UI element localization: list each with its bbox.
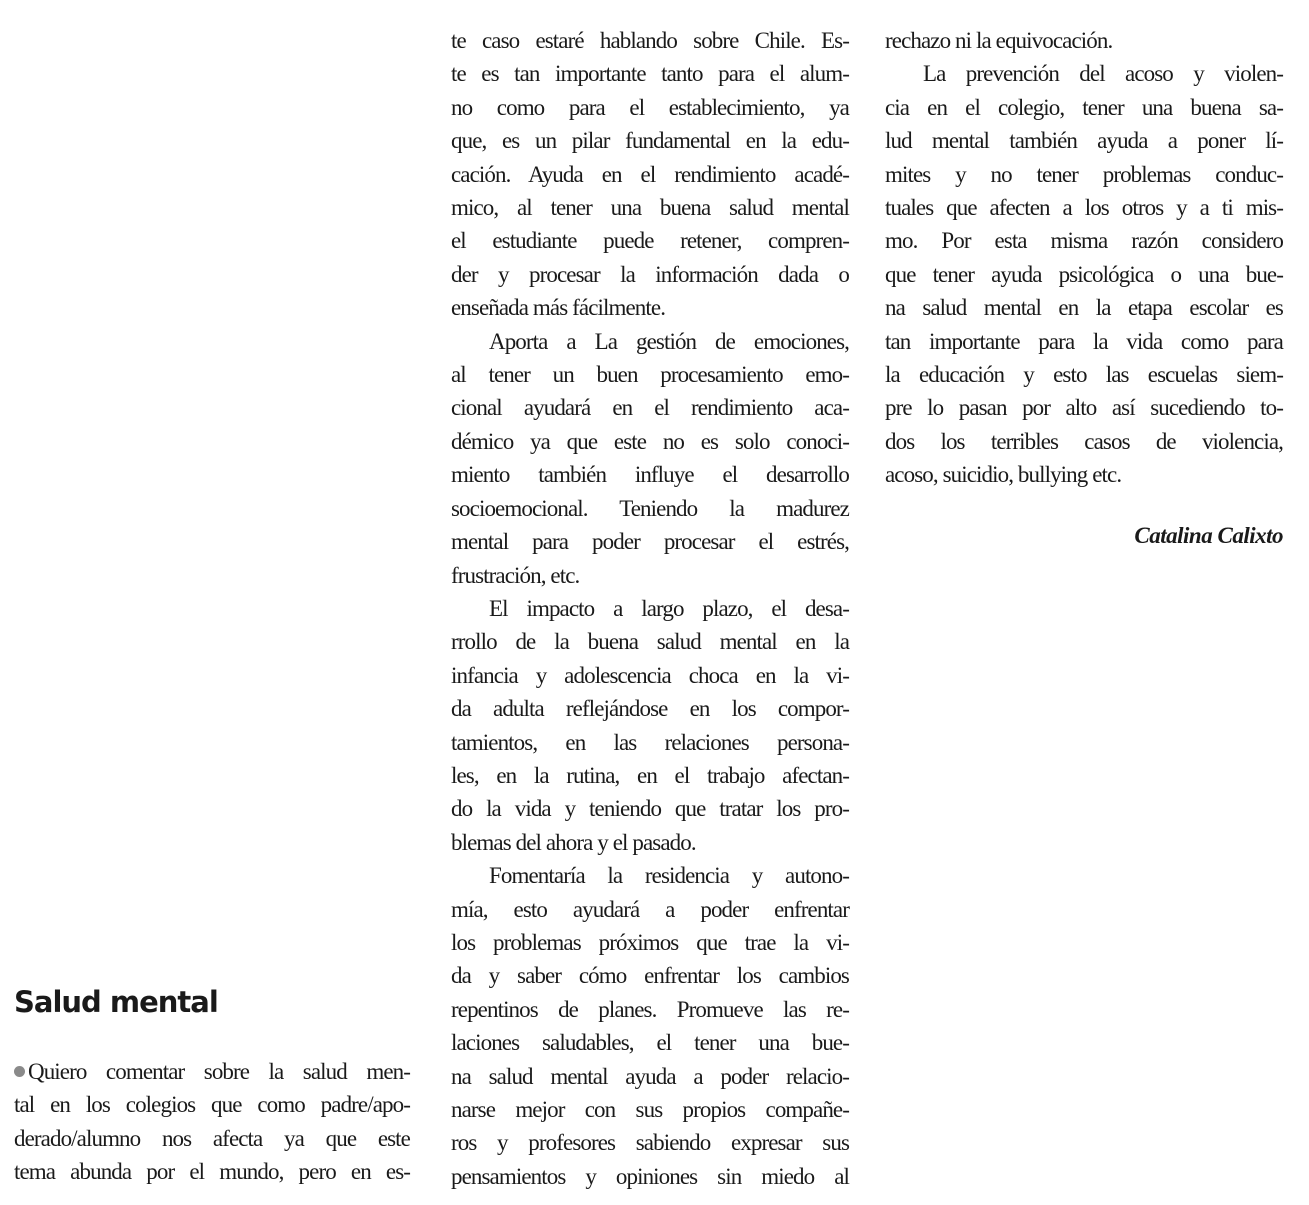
body-line: mico, al tener una buena salud mental bbox=[451, 195, 849, 221]
body-line: dos los terribles casos de violencia, bbox=[885, 428, 1283, 454]
body-line: do la vida y teniendo que tratar los pro- bbox=[451, 796, 849, 822]
body-line: démico ya que este no es solo conoci- bbox=[451, 428, 849, 454]
body-line: da y saber cómo enfrentar los cambios bbox=[451, 963, 849, 989]
body-text: Quiero comentar sobre la salud men- bbox=[28, 1059, 410, 1084]
body-line: que tener ayuda psicológica o una bue- bbox=[885, 261, 1283, 287]
body-line: frustración, etc. bbox=[451, 562, 580, 588]
body-line: El impacto a largo plazo, el desa- bbox=[489, 595, 849, 621]
body-line: tuales que afecten a los otros y a ti mis- bbox=[885, 195, 1283, 221]
body-line: Fomentaría la residencia y autono- bbox=[489, 863, 849, 889]
body-line: al tener un buen procesamiento emo- bbox=[451, 362, 849, 388]
column-3 bbox=[885, 24, 1283, 492]
body-line: no como para el establecimiento, ya bbox=[451, 94, 849, 120]
body-line: rechazo ni la equivocación. bbox=[885, 28, 1113, 53]
body-line: socioemocional. Teniendo la madurez bbox=[451, 495, 849, 521]
body-line: mental para poder procesar el estrés, bbox=[451, 529, 849, 555]
body-line: na salud mental ayuda a poder relacio- bbox=[451, 1063, 849, 1089]
column-2 bbox=[451, 24, 849, 1193]
body-line: tamientos, en las relaciones persona- bbox=[451, 729, 849, 755]
body-line: pensamientos y opiniones sin miedo al bbox=[451, 1163, 849, 1189]
body-line: pre lo pasan por alto así sucediendo to- bbox=[885, 395, 1283, 421]
body-line: cia en el colegio, tener una buena sa- bbox=[885, 94, 1283, 120]
body-line: lud mental también ayuda a poner lí- bbox=[885, 128, 1283, 154]
author-signature: Catalina Calixto bbox=[1134, 523, 1283, 548]
body-line: que, es un pilar fundamental en la edu- bbox=[451, 128, 849, 154]
body-line: cional ayudará en el rendimiento aca- bbox=[451, 395, 849, 421]
body-line: el estudiante puede retener, compren- bbox=[451, 228, 849, 254]
body-line: tal en los colegios que como padre/apo- bbox=[14, 1092, 410, 1118]
article-headline: Salud mental bbox=[14, 985, 218, 1019]
body-line: los problemas próximos que trae la vi- bbox=[451, 929, 849, 955]
body-line bbox=[14, 1055, 410, 1088]
body-line: tan importante para la vida como para bbox=[885, 328, 1283, 354]
body-line: na salud mental en la etapa escolar es bbox=[885, 295, 1283, 321]
body-line: tema abunda por el mundo, pero en es- bbox=[14, 1159, 410, 1185]
body-line: miento también influye el desarrollo bbox=[451, 462, 849, 488]
body-line: mo. Por esta misma razón considero bbox=[885, 228, 1283, 254]
bullet-dot-icon bbox=[14, 1066, 25, 1077]
body-line: Aporta a La gestión de emociones, bbox=[489, 328, 849, 354]
body-line: enseñada más fácilmente. bbox=[451, 295, 666, 321]
body-line: te es tan importante tanto para el alum- bbox=[451, 61, 849, 87]
body-line: laciones saludables, el tener una bue- bbox=[451, 1030, 849, 1056]
body-line: da adulta reflejándose en los compor- bbox=[451, 696, 849, 722]
body-line: infancia y adolescencia choca en la vi- bbox=[451, 662, 849, 688]
body-line: blemas del ahora y el pasado. bbox=[451, 829, 696, 855]
body-line: ros y profesores sabiendo expresar sus bbox=[451, 1130, 849, 1156]
body-line: der y procesar la información dada o bbox=[451, 261, 849, 287]
body-line: te caso estaré hablando sobre Chile. Es- bbox=[451, 28, 849, 53]
column-1 bbox=[14, 1055, 410, 1189]
body-line: la educación y esto las escuelas siem- bbox=[885, 362, 1283, 388]
body-line: repentinos de planes. Promueve las re- bbox=[451, 996, 849, 1022]
body-line: les, en la rutina, en el trabajo afectan- bbox=[451, 762, 849, 788]
body-line: mites y no tener problemas conduc- bbox=[885, 161, 1283, 187]
body-line: derado/alumno nos afecta ya que este bbox=[14, 1125, 410, 1151]
body-line: narse mejor con sus propios compañe- bbox=[451, 1097, 849, 1122]
body-line: La prevención del acoso y violen- bbox=[923, 61, 1283, 87]
body-line: rrollo de la buena salud mental en la bbox=[451, 629, 849, 655]
body-line: acoso, suicidio, bullying etc. bbox=[885, 462, 1122, 488]
body-line: mía, esto ayudará a poder enfrentar bbox=[451, 896, 849, 922]
body-line: cación. Ayuda en el rendimiento acadé- bbox=[451, 161, 849, 187]
